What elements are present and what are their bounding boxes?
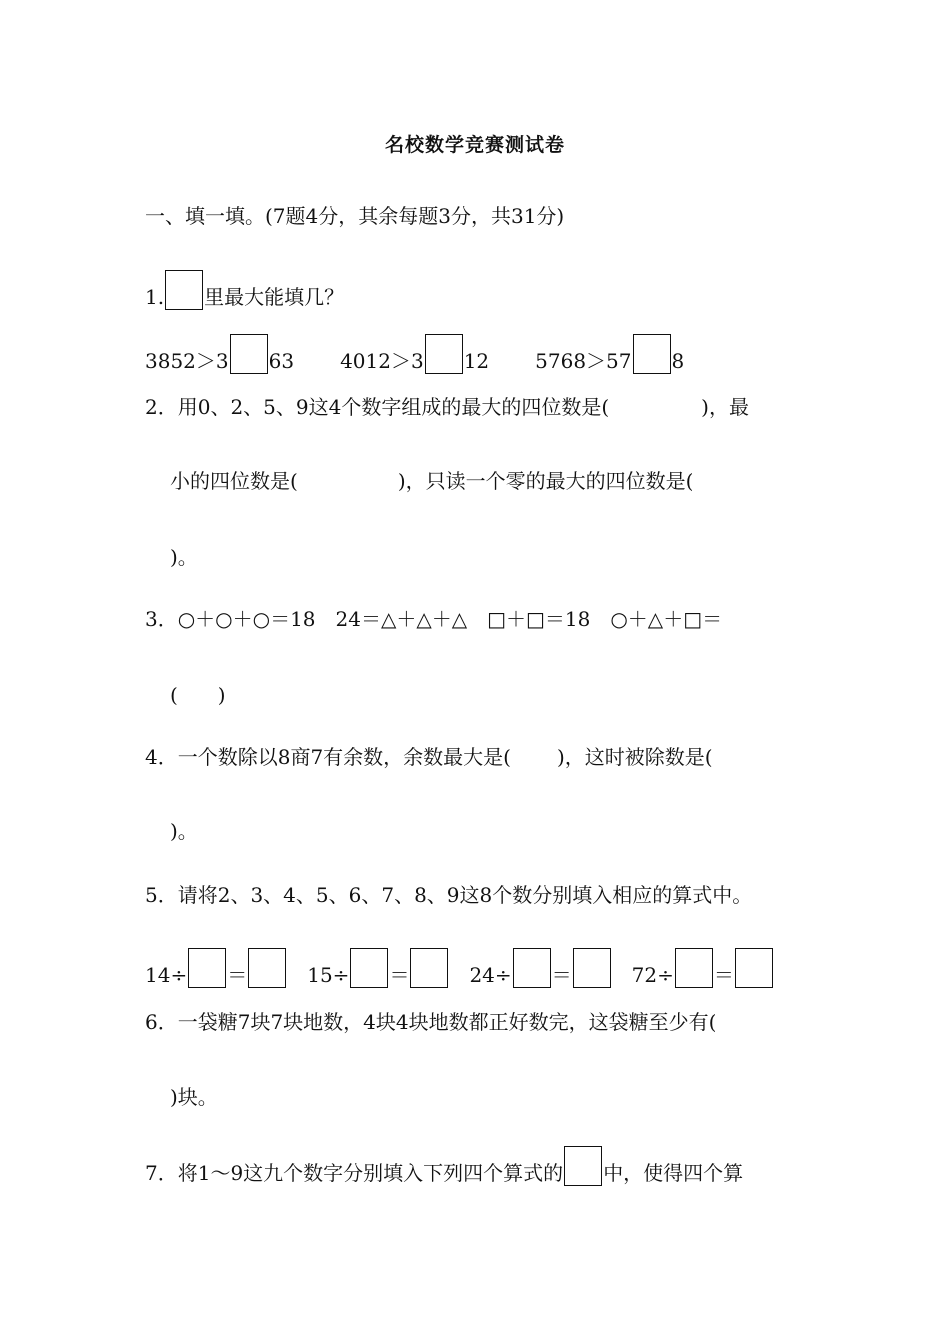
q2-text-c: 小的四位数是( (170, 469, 298, 493)
answer-box[interactable] (513, 948, 551, 988)
question-4-line-2: )。 (170, 819, 198, 843)
q4-text-a: 4．一个数除以8商7有余数，余数最大是( (145, 745, 511, 769)
q2-text-b: )，最 (701, 395, 749, 419)
answer-box[interactable] (564, 1146, 602, 1186)
question-3-line-2: ( ) (170, 683, 226, 707)
q2-text-a: 2．用0、2、5、9这4个数字组成的最大的四位数是( (145, 395, 610, 419)
q5-item-4 (632, 963, 774, 987)
q5-item-2-eq: ＝ (389, 963, 410, 987)
q1-item-3-post: 8 (671, 349, 685, 373)
q1-item-1-pre: 3852＞3 (145, 349, 229, 373)
q1-item-2-post: 12 (463, 349, 490, 373)
question-3-line-1: 3．○＋○＋○＝18 24＝△＋△＋△ □＋□＝18 ○＋△＋□＝ (145, 607, 723, 631)
question-2-line-3: )。 (170, 545, 198, 569)
q1-item-3-pre: 5768＞57 (535, 349, 632, 373)
page-title: 名校数学竞赛测试卷 (384, 134, 565, 156)
q5-item-1-eq: ＝ (227, 963, 248, 987)
q5-item-4-pre: 72÷ (631, 963, 674, 987)
answer-box[interactable] (188, 948, 226, 988)
q1-item-1 (145, 349, 294, 373)
q5-item-2 (307, 963, 449, 987)
section-heading: 一、填一填。(7题4分，其余每题3分，共31分) (145, 204, 565, 228)
question-7 (145, 1146, 743, 1187)
q2-text-d: )，只读一个零的最大的四位数是( (397, 469, 694, 493)
q1-number: 1. (145, 285, 165, 309)
question-2-line-1 (145, 393, 749, 421)
answer-box[interactable] (350, 948, 388, 988)
q1-item-3 (535, 349, 684, 373)
answer-box[interactable] (735, 948, 773, 988)
answer-box[interactable] (165, 270, 203, 310)
answer-box[interactable] (425, 334, 463, 374)
q4-text-b: )，这时被除数是( (556, 745, 713, 769)
question-5: 5．请将2、3、4、5、6、7、8、9这8个数分别填入相应的算式中。 (145, 883, 753, 907)
question-1 (145, 270, 344, 311)
question-5-items (145, 948, 774, 989)
answer-box[interactable] (633, 334, 671, 374)
question-6-line-2: )块。 (170, 1085, 218, 1109)
q1-text: 里最大能填几？ (204, 285, 345, 309)
q5-item-3-pre: 24÷ (469, 963, 512, 987)
q5-item-1 (145, 963, 287, 987)
q7-text-a: 7．将1～9这九个数字分别填入下列四个算式的 (145, 1161, 564, 1185)
q5-item-4-eq: ＝ (713, 963, 734, 987)
question-1-items (145, 334, 684, 375)
question-4-line-1 (145, 743, 713, 771)
q5-item-2-pre: 15÷ (307, 963, 350, 987)
q7-text-b: 中，使得四个算 (603, 1161, 744, 1185)
q1-item-2 (340, 349, 489, 373)
q1-item-2-pre: 4012＞3 (340, 349, 424, 373)
question-2-line-2 (170, 467, 693, 495)
q5-item-3 (469, 963, 611, 987)
answer-box[interactable] (410, 948, 448, 988)
answer-box[interactable] (573, 948, 611, 988)
answer-box[interactable] (675, 948, 713, 988)
answer-box[interactable] (230, 334, 268, 374)
q5-item-1-pre: 14÷ (145, 963, 188, 987)
answer-box[interactable] (248, 948, 286, 988)
q1-item-1-post: 63 (268, 349, 295, 373)
q5-item-3-eq: ＝ (551, 963, 572, 987)
question-6-line-1: 6．一袋糖7块7块地数，4块4块地数都正好数完，这袋糖至少有( (145, 1010, 717, 1034)
